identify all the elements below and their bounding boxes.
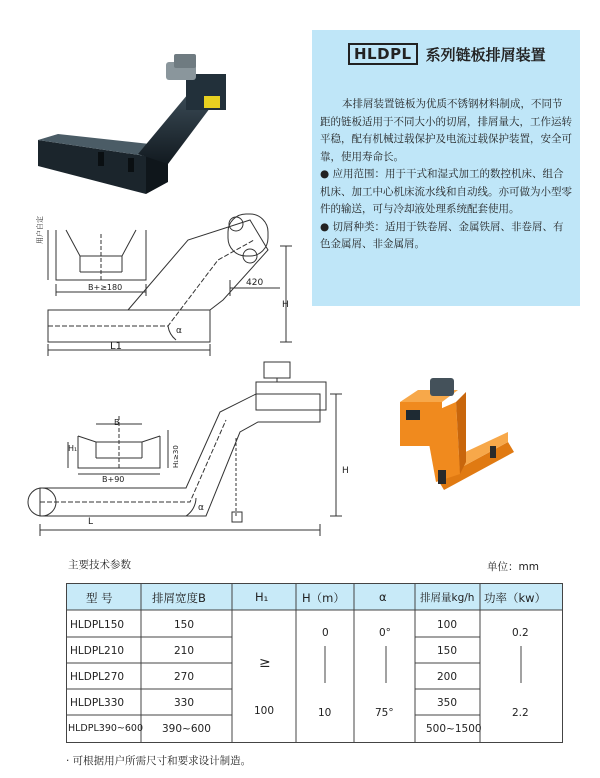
alpha-min: 0° [379,627,391,639]
h-max: 10 [318,707,332,719]
info-panel [312,30,580,306]
row4-flow: 350 [437,697,458,709]
h1-value: 100 [254,705,275,717]
row4-width: 330 [174,697,195,709]
row5-model: HLDPL390~600 [68,723,143,734]
h1-sign: ≥ [259,655,271,671]
d2-width-label: B+90 [102,475,125,484]
d2-length-label: L [88,517,94,527]
d1-custom-height-label: 用户自定 [36,216,44,244]
table-grid [66,583,563,743]
header-h1: H₁ [255,590,269,604]
dark-conveyor-photo [38,44,260,204]
row3-width: 270 [174,671,195,683]
h-min: 0 [322,627,329,639]
header-alpha: α [379,590,387,604]
d2-h1-min-label: H₁≥30 [172,445,180,468]
d1-angle-label: α [176,326,182,336]
title-text: 系列链板排屑装置 [425,45,546,64]
row4-model: HLDPL330 [70,697,125,709]
orange-conveyor-photo [390,372,530,502]
application-paragraph: ● 应用范围：用于干式和湿式加工的数控机床、组合机床、加工中心机床流水线和自动线。亦可做为小型零件的输送，可与冷却液处理系统配套使用。 [320,168,572,215]
header-model: 型 号 [86,591,113,605]
title-code: HLDPL [348,43,418,65]
row2-flow: 150 [437,645,458,657]
power-max: 2.2 [512,707,529,719]
spec-table [66,583,563,743]
alpha-max: 75° [375,707,394,719]
d2-b-label: B [114,418,120,427]
d1-height-label: H [282,300,289,310]
params-title: 主要技术参数 [68,559,131,571]
header-power: 功率（kw） [484,591,547,605]
description [320,96,572,254]
unit-label: 单位：mm [487,561,539,573]
row3-model: HLDPL270 [70,671,125,683]
chip-type-paragraph: ● 切屑种类：适用于铁卷屑、金属铁屑、非卷屑、有色金属屑、非金属屑。 [320,220,564,250]
conveyor-drawing-1 [18,200,318,360]
product-title [348,42,546,66]
row2-model: HLDPL210 [70,645,125,657]
header-width: 排屑宽度B [152,591,206,605]
power-min: 0.2 [512,627,529,639]
d2-angle-label: α [198,503,204,513]
d1-width-label: B+≥180 [88,283,123,292]
footnote: · 可根据用户所需尺寸和要求设计制造。 [66,755,252,767]
row5-width: 390~600 [162,723,211,735]
row3-flow: 200 [437,671,458,683]
row1-model: HLDPL150 [70,619,125,631]
d2-height-label: H [342,466,349,476]
row1-flow: 100 [437,619,458,631]
row2-width: 210 [174,645,195,657]
d1-length-label: L1 [110,341,122,352]
header-flow: 排屑量kg/h [420,592,475,604]
header-h: H（m） [302,591,345,605]
d2-h1-label: H₁ [68,444,78,453]
d1-offset-label: 420 [246,278,264,288]
description-paragraph: 本排屑装置链板为优质不锈钢材料制成，不同节距的链板适用于不同大小的切屑，排屑量大，工作运转平稳，配有机械过载保护及电流过载保护装置，安全可靠，使用寿命长。 [320,98,572,163]
row1-width: 150 [174,619,195,631]
row5-flow: 500~1500 [426,723,482,735]
